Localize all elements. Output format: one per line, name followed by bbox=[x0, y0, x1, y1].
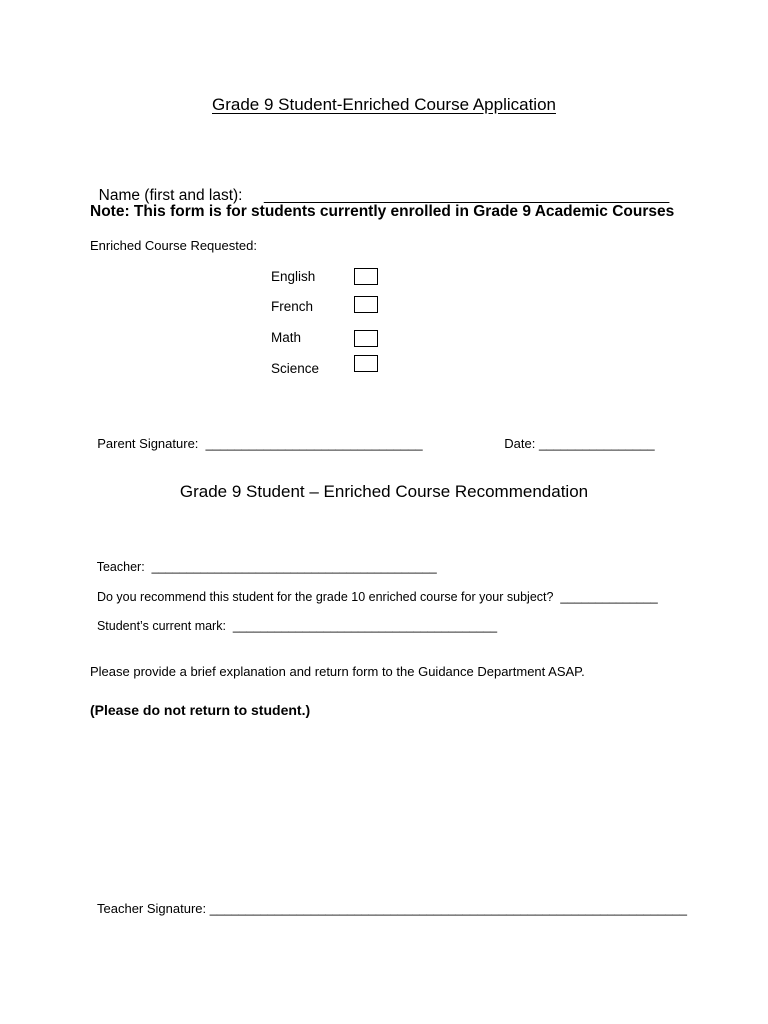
date-label: Date: bbox=[504, 436, 536, 451]
do-not-return-note: (Please do not return to student.) bbox=[90, 702, 311, 718]
current-mark-input-line[interactable]: ______________________________________ bbox=[232, 619, 498, 633]
course-requested-label: Enriched Course Requested: bbox=[90, 238, 257, 253]
teacher-label: Teacher: bbox=[96, 560, 145, 574]
recommend-input-line[interactable]: ______________ bbox=[560, 590, 658, 604]
parent-signature-label: Parent Signature: bbox=[97, 436, 199, 451]
name-label: Name (first and last): bbox=[98, 187, 243, 204]
name-input-line[interactable]: _______________________________________________ bbox=[264, 187, 670, 204]
teacher-row bbox=[90, 546, 437, 574]
teacher-signature-line[interactable]: __________________________________________________________________ bbox=[209, 901, 687, 916]
current-mark-row bbox=[90, 605, 497, 633]
teacher-signature-row bbox=[90, 886, 687, 916]
recommend-question: Do you recommend this student for the grade 10 enriched course for your subject? bbox=[96, 590, 554, 604]
enrollment-note: Note: This form is for students currently enrolled in Grade 9 Academic Courses bbox=[90, 203, 675, 220]
parent-signature-line[interactable]: ______________________________ bbox=[205, 436, 423, 451]
course-label-french: French bbox=[271, 299, 314, 314]
application-title: Grade 9 Student-Enriched Course Application bbox=[212, 95, 556, 114]
teacher-signature-label: Teacher Signature: bbox=[97, 901, 207, 916]
recommend-row bbox=[90, 576, 658, 604]
date-input-line[interactable]: ________________ bbox=[538, 436, 655, 451]
science-checkbox[interactable] bbox=[354, 355, 378, 372]
parent-signature-row bbox=[90, 421, 423, 451]
current-mark-label: Student’s current mark: bbox=[96, 619, 226, 633]
teacher-input-line[interactable]: _________________________________________ bbox=[151, 560, 437, 574]
course-label-english: English bbox=[271, 269, 316, 284]
english-checkbox[interactable] bbox=[354, 268, 378, 285]
name-field-row bbox=[90, 169, 669, 205]
course-label-math: Math bbox=[271, 330, 302, 345]
french-checkbox[interactable] bbox=[354, 296, 378, 313]
date-row bbox=[497, 421, 655, 451]
explanation-instruction: Please provide a brief explanation and return form to the Guidance Department ASAP. bbox=[90, 664, 585, 679]
math-checkbox[interactable] bbox=[354, 330, 378, 347]
course-label-science: Science bbox=[271, 361, 320, 376]
recommendation-title: Grade 9 Student – Enriched Course Recommendation bbox=[179, 482, 589, 501]
